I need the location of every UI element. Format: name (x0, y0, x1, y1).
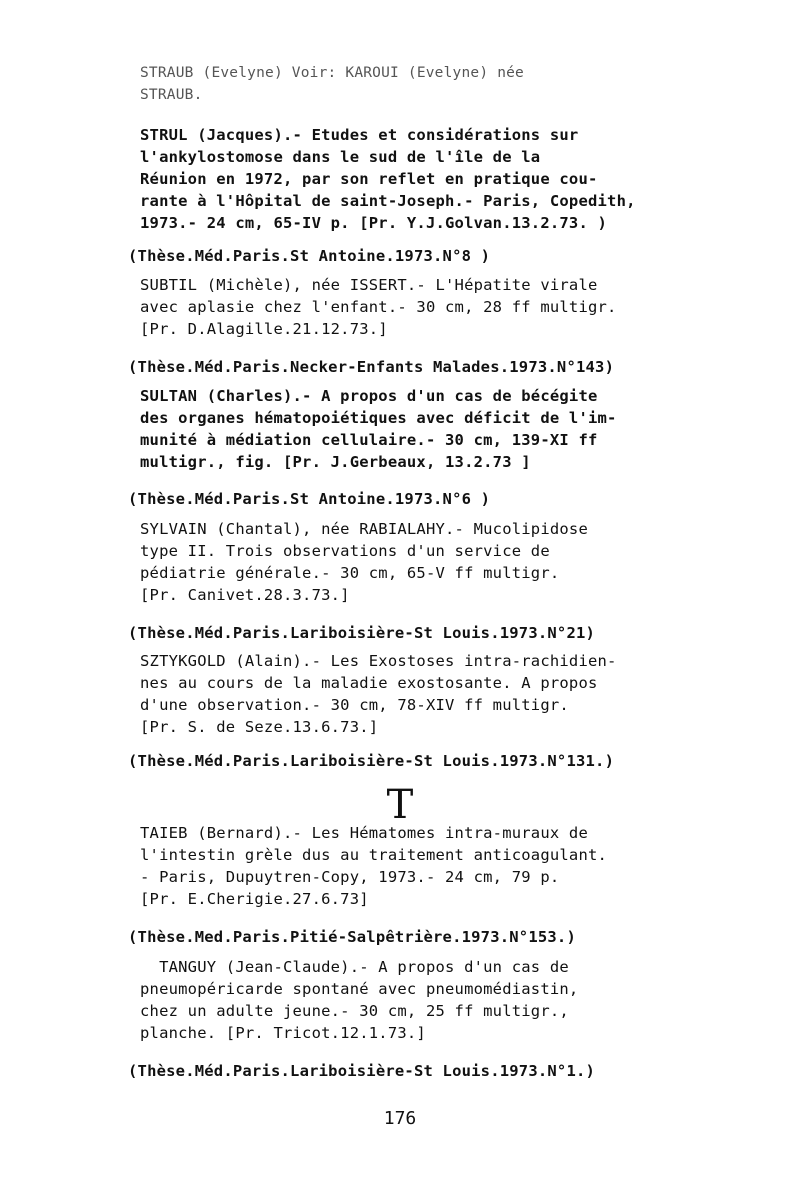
bibliography-entry (140, 385, 680, 473)
entry-line: SUBTIL (Michèle), née ISSERT.- L'Hépatite virale (140, 276, 598, 294)
thesis-reference: (Thèse.Méd.Paris.St Antoine.1973.N°6 ) (128, 490, 491, 508)
bibliography-entry (140, 124, 680, 234)
entry-line: TAIEB (Bernard).- Les Hématomes intra-muraux de (140, 824, 588, 842)
bibliography-entry (140, 822, 680, 910)
entry-line: Réunion en 1972, par son reflet en pratique cou- (140, 170, 598, 188)
entry-line: [Pr. Canivet.28.3.73.] (140, 586, 350, 604)
entry-line: planche. [Pr. Tricot.12.1.73.] (140, 1024, 426, 1042)
entry-line: STRAUB (Evelyne) Voir: KAROUI (Evelyne) née (140, 65, 524, 81)
entry-line: STRAUB. (140, 87, 203, 103)
thesis-reference: (Thèse.Méd.Paris.Necker-Enfants Malades.1973.N°143) (128, 358, 615, 376)
bibliography-entry (140, 518, 680, 606)
page-number: 176 (383, 1108, 417, 1129)
entry-line: 1973.- 24 cm, 65-IV p. [Pr. Y.J.Golvan.13.2.73. ) (140, 214, 608, 232)
entry-line: nes au cours de la maladie exostosante. A propos (140, 674, 598, 692)
entry-line: - Paris, Dupuytren-Copy, 1973.- 24 cm, 79 p. (140, 868, 560, 886)
bibliography-entry (140, 956, 680, 1044)
entry-line: chez un adulte jeune.- 30 cm, 25 ff multigr., (140, 1002, 569, 1020)
entry-line: [Pr. S. de Seze.13.6.73.] (140, 718, 379, 736)
entry-line: SZTYKGOLD (Alain).- Les Exostoses intra-rachidien- (140, 652, 617, 670)
entry-line: type II. Trois observations d'un service de (140, 542, 550, 560)
bibliography-entry (140, 650, 680, 738)
entry-line: munité à médiation cellulaire.- 30 cm, 139-XI ff (140, 431, 598, 449)
cross-reference-entry (140, 62, 680, 106)
entry-line: avec aplasie chez l'enfant.- 30 cm, 28 ff multigr. (140, 298, 617, 316)
entry-line: [Pr. E.Cherigie.27.6.73] (140, 890, 369, 908)
thesis-reference: (Thèse.Méd.Paris.Lariboisière-St Louis.1973.N°131.) (128, 752, 615, 770)
thesis-reference: (Thèse.Méd.Paris.Lariboisière-St Louis.1973.N°1.) (128, 1062, 596, 1080)
entry-line: d'une observation.- 30 cm, 78-XIV ff multigr. (140, 696, 569, 714)
bibliography-entry (140, 274, 680, 340)
entry-line: rante à l'Hôpital de saint-Joseph.- Paris, Copedith, (140, 192, 636, 210)
thesis-reference: (Thèse.Med.Paris.Pitié-Salpêtrière.1973.N°153.) (128, 928, 576, 946)
section-letter: T (386, 782, 414, 828)
entry-line: STRUL (Jacques).- Etudes et considérations sur (140, 126, 579, 144)
entry-line: SULTAN (Charles).- A propos d'un cas de bécégite (140, 387, 598, 405)
entry-line: [Pr. D.Alagille.21.12.73.] (140, 320, 388, 338)
entry-line: pédiatrie générale.- 30 cm, 65-V ff multigr. (140, 564, 560, 582)
entry-line: l'ankylostomose dans le sud de l'île de la (140, 148, 541, 166)
entry-line: TANGUY (Jean-Claude).- A propos d'un cas de (140, 958, 569, 976)
thesis-reference: (Thèse.Méd.Paris.Lariboisière-St Louis.1973.N°21) (128, 624, 596, 642)
entry-line: pneumopéricarde spontané avec pneumomédiastin, (140, 980, 579, 998)
entry-line: l'intestin grèle dus au traitement anticoagulant. (140, 846, 608, 864)
entry-line: SYLVAIN (Chantal), née RABIALAHY.- Mucolipidose (140, 520, 588, 538)
entry-line: multigr., fig. [Pr. J.Gerbeaux, 13.2.73 ] (140, 453, 531, 471)
entry-line: des organes hématopoiétiques avec déficit de l'im- (140, 409, 617, 427)
thesis-reference: (Thèse.Méd.Paris.St Antoine.1973.N°8 ) (128, 247, 491, 265)
